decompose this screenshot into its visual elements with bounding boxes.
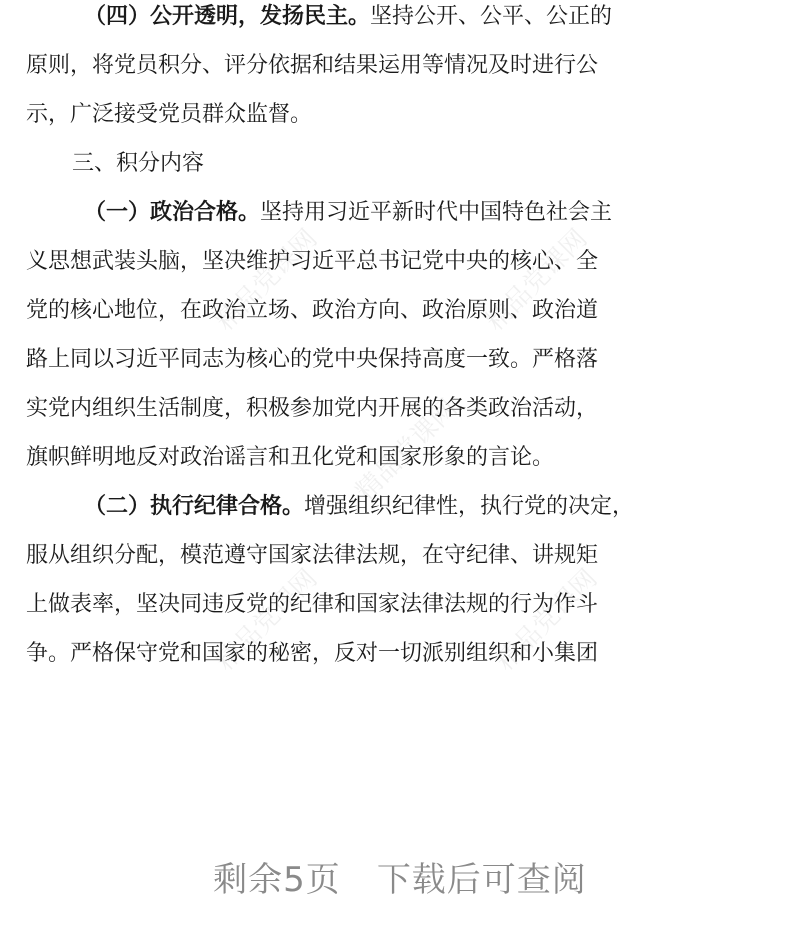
watermark: 精品党课网 (210, 563, 324, 677)
paragraph-line: 上做表率，坚决同违反党的纪律和国家法律法规的行为作斗 (26, 592, 599, 617)
paragraph-line: 原则，将党员积分、评分依据和结果运用等情况及时进行公 (26, 53, 599, 78)
watermark: 精品党课网 (350, 393, 464, 507)
section-heading: （二）执行纪律合格。 (84, 494, 305, 519)
paragraph-line: （四）公开透明，发扬民主。坚持公开、公平、公正的 (84, 4, 613, 29)
paragraph-line: 党的核心地位，在政治立场、政治方向、政治原则、政治道 (26, 298, 599, 323)
paragraph-line: 示，广泛接受党员群众监督。 (26, 102, 313, 127)
section-heading: （一）政治合格。 (84, 200, 261, 225)
section-title: 三、积分内容 (72, 151, 205, 176)
section-heading: （四）公开透明，发扬民主。 (84, 4, 371, 29)
paragraph-line: 争。严格保守党和国家的秘密，反对一切派别组织和小集团 (26, 641, 599, 666)
paragraph-line: 服从组织分配，模范遵守国家法律法规，在守纪律、讲规矩 (26, 543, 599, 568)
paragraph-line: （一）政治合格。坚持用习近平新时代中国特色社会主 (84, 200, 613, 225)
paragraph-line: 旗帜鲜明地反对政治谣言和丑化党和国家形象的言论。 (26, 445, 555, 470)
download-prompt[interactable] (0, 852, 800, 901)
watermark: 精品党课网 (480, 223, 594, 337)
paragraph-line: （二）执行纪律合格。增强组织纪律性，执行党的决定， (84, 494, 635, 519)
paragraph-line: 路上同以习近平同志为核心的党中央保持高度一致。严格落 (26, 347, 599, 372)
watermark: 精品党课网 (490, 563, 604, 677)
watermark: 精品党课网 (210, 223, 324, 337)
download-to-view-label: 下载后可查阅 (376, 860, 587, 900)
paragraph-line: 义思想武装头脑，坚决维护习近平总书记党中央的核心、全 (26, 249, 599, 274)
paragraph-line: 实党内组织生活制度，积极参加党内开展的各类政治活动， (26, 396, 599, 421)
remaining-pages-label: 剩余5页 (213, 860, 341, 900)
